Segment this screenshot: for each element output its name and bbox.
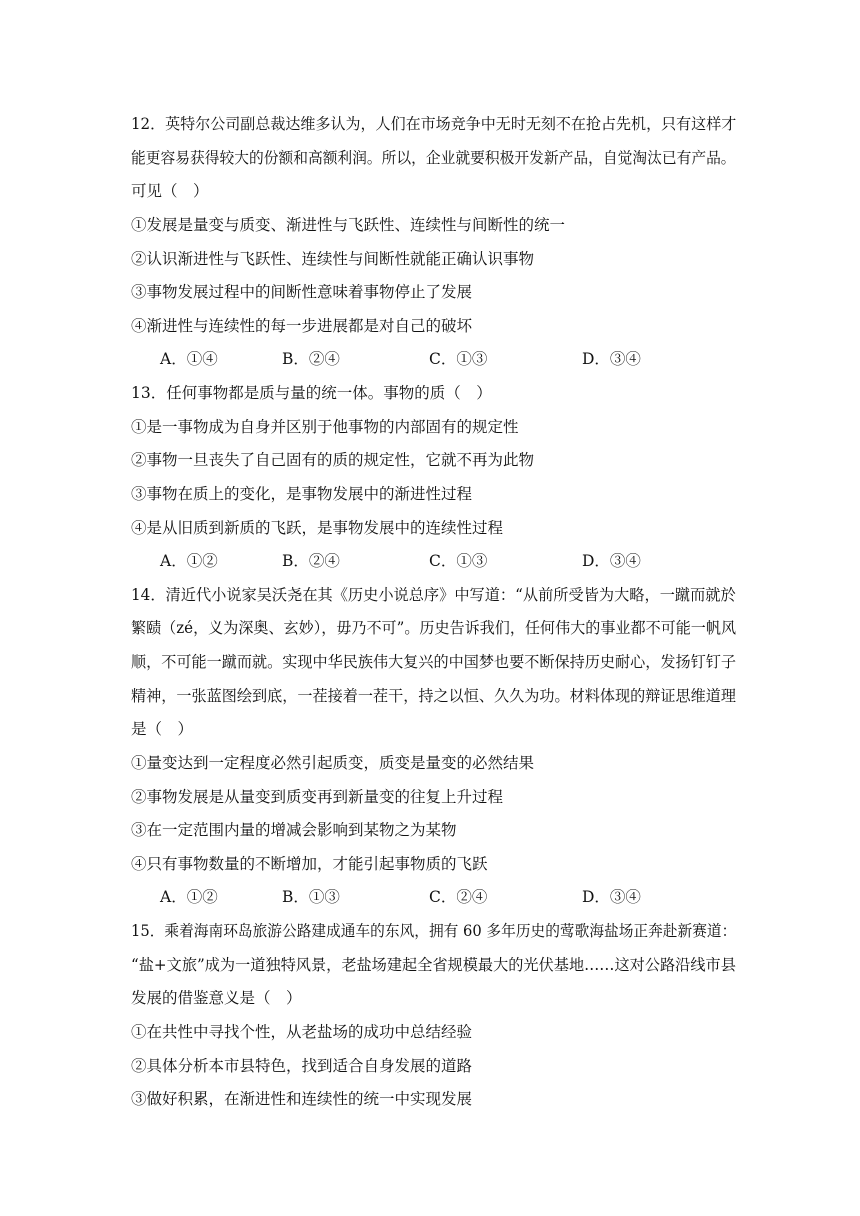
q14-stem-line-5: 是（ ） xyxy=(131,720,194,738)
q12-choices xyxy=(131,349,731,369)
q12-choice-b[interactable]: B．②④ xyxy=(282,350,340,368)
q13-choice-c[interactable]: C．①③ xyxy=(429,552,488,570)
q15-stem-line-1: 15．乘着海南环岛旅游公路建成通车的东风，拥有 60 多年历史的莺歌海盐场正奔赴新赛道： xyxy=(131,922,737,940)
q12-stem-line-3: 可见（ ） xyxy=(131,182,209,200)
q14-stem-line-4: 精神，一张蓝图绘到底，一茬接着一茬干，持之以恒、久久为功。材料体现的辩证思维道理 xyxy=(131,687,737,705)
q14-choice-a[interactable]: A．①② xyxy=(160,888,218,906)
q14-option-3: ③在一定范围内量的增减会影响到某物之为某物 xyxy=(131,821,457,839)
q14-option-1: ①量变达到一定程度必然引起质变，质变是量变的必然结果 xyxy=(131,754,535,772)
q13-choice-b[interactable]: B．②④ xyxy=(282,552,340,570)
q13-option-2: ②事物一旦丧失了自己固有的质的规定性，它就不再为此物 xyxy=(131,451,535,469)
q14-stem-line-3: 顺，不可能一蹴而就。实现中华民族伟大复兴的中国梦也要不断保持历史耐心，发扬钉钉子 xyxy=(131,653,737,671)
q14-stem-line-2: 繁赜（zé，义为深奥、玄妙），毋乃不可”。历史告诉我们，任何伟大的事业都不可能一帆风 xyxy=(131,619,737,637)
q12-stem-line-1: 12．英特尔公司副总裁达维多认为，人们在市场竞争中无时无刻不在抢占先机，只有这样才 xyxy=(131,115,737,133)
q13-option-4: ④是从旧质到新质的飞跃，是事物发展中的连续性过程 xyxy=(131,519,504,537)
q12-choice-a[interactable]: A．①④ xyxy=(160,350,218,368)
q12-option-3: ③事物发展过程中的间断性意味着事物停止了发展 xyxy=(131,283,473,301)
q14-stem-line-1: 14．清近代小说家吴沃尧在其《历史小说总序》中写道：“从前所受皆为大略，一蹴而就於 xyxy=(131,586,736,604)
q13-option-1: ①是一事物成为自身并区别于他事物的内部固有的规定性 xyxy=(131,418,519,436)
q12-option-2: ②认识渐进性与飞跃性、连续性与间断性就能正确认识事物 xyxy=(131,250,535,268)
q12-choice-d[interactable]: D．③④ xyxy=(582,350,641,368)
q15-option-3: ③做好积累，在渐进性和连续性的统一中实现发展 xyxy=(131,1090,473,1108)
q15-stem-line-2: “盐+文旅”成为一道独特风景，老盐场建起全省规模最大的光伏基地……这对公路沿线市县 xyxy=(131,956,736,974)
q13-choice-a[interactable]: A．①② xyxy=(160,552,218,570)
q15-option-1: ①在共性中寻找个性，从老盐场的成功中总结经验 xyxy=(131,1023,473,1041)
q14-choice-d[interactable]: D．③④ xyxy=(582,888,641,906)
q13-stem-line-1: 13．任何事物都是质与量的统一体。事物的质（ ） xyxy=(131,384,492,402)
q14-option-4: ④只有事物数量的不断增加，才能引起事物质的飞跃 xyxy=(131,855,488,873)
q13-option-3: ③事物在质上的变化，是事物发展中的渐进性过程 xyxy=(131,485,473,503)
q13-choices xyxy=(131,551,731,571)
q15-option-2: ②具体分析本市县特色，找到适合自身发展的道路 xyxy=(131,1057,473,1075)
q15-stem-line-3: 发展的借鉴意义是（ ） xyxy=(131,989,302,1007)
q12-choice-c[interactable]: C．①③ xyxy=(429,350,488,368)
q14-choice-b[interactable]: B．①③ xyxy=(282,888,340,906)
q13-choice-d[interactable]: D．③④ xyxy=(582,552,641,570)
q14-option-2: ②事物发展是从量变到质变再到新量变的往复上升过程 xyxy=(131,788,504,806)
q14-choice-c[interactable]: C．②④ xyxy=(429,888,488,906)
q12-option-4: ④渐进性与连续性的每一步进展都是对自己的破坏 xyxy=(131,317,473,335)
q12-stem-line-2: 能更容易获得较大的份额和高额利润。所以，企业就要积极开发新产品，自觉淘汰已有产品。 xyxy=(131,149,736,167)
q12-option-1: ①发展是量变与质变、渐进性与飞跃性、连续性与间断性的统一 xyxy=(131,216,566,234)
q14-choices xyxy=(131,887,731,907)
